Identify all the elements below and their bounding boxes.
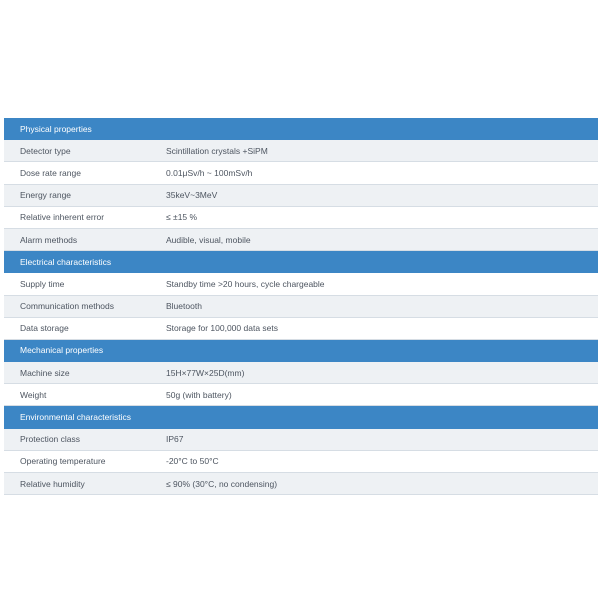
spec-value: -20°C to 50°C bbox=[150, 450, 598, 472]
table-row bbox=[4, 362, 598, 384]
spec-value: Storage for 100,000 data sets bbox=[150, 317, 598, 339]
spec-label: Alarm methods bbox=[4, 228, 150, 250]
spec-value: Scintillation crystals +SiPM bbox=[150, 140, 598, 162]
table-row bbox=[4, 428, 598, 450]
section-header-environmental bbox=[4, 406, 598, 428]
spec-label: Relative humidity bbox=[4, 473, 150, 495]
section-title: Electrical characteristics bbox=[4, 251, 598, 273]
section-title: Mechanical properties bbox=[4, 339, 598, 361]
table-row bbox=[4, 140, 598, 162]
spec-value: Standby time >20 hours, cycle chargeable bbox=[150, 273, 598, 295]
section-title: Physical properties bbox=[4, 118, 598, 140]
table-row bbox=[4, 206, 598, 228]
section-header-electrical bbox=[4, 251, 598, 273]
spec-table bbox=[4, 118, 598, 495]
spec-value: 50g (with battery) bbox=[150, 384, 598, 406]
table-row bbox=[4, 273, 598, 295]
spec-value: ≤ ±15 % bbox=[150, 206, 598, 228]
spec-label: Detector type bbox=[4, 140, 150, 162]
spec-value: 35keV~3MeV bbox=[150, 184, 598, 206]
spec-value: Bluetooth bbox=[150, 295, 598, 317]
spec-value: IP67 bbox=[150, 428, 598, 450]
spec-label: Weight bbox=[4, 384, 150, 406]
section-header-physical bbox=[4, 118, 598, 140]
table-row bbox=[4, 317, 598, 339]
section-title: Environmental characteristics bbox=[4, 406, 598, 428]
spec-label: Machine size bbox=[4, 362, 150, 384]
table-row bbox=[4, 384, 598, 406]
spec-label: Supply time bbox=[4, 273, 150, 295]
table-row bbox=[4, 162, 598, 184]
spec-label: Protection class bbox=[4, 428, 150, 450]
spec-value: ≤ 90% (30°C, no condensing) bbox=[150, 473, 598, 495]
spec-label: Relative inherent error bbox=[4, 206, 150, 228]
table-row bbox=[4, 228, 598, 250]
table-row bbox=[4, 473, 598, 495]
table-row bbox=[4, 295, 598, 317]
table-row bbox=[4, 450, 598, 472]
spec-label: Operating temperature bbox=[4, 450, 150, 472]
spec-label: Data storage bbox=[4, 317, 150, 339]
spec-value: 15H×77W×25D(mm) bbox=[150, 362, 598, 384]
spec-label: Energy range bbox=[4, 184, 150, 206]
spec-label: Communication methods bbox=[4, 295, 150, 317]
spec-value: 0.01μSv/h ~ 100mSv/h bbox=[150, 162, 598, 184]
spec-value: Audible, visual, mobile bbox=[150, 228, 598, 250]
section-header-mechanical bbox=[4, 339, 598, 361]
spec-label: Dose rate range bbox=[4, 162, 150, 184]
table-row bbox=[4, 184, 598, 206]
